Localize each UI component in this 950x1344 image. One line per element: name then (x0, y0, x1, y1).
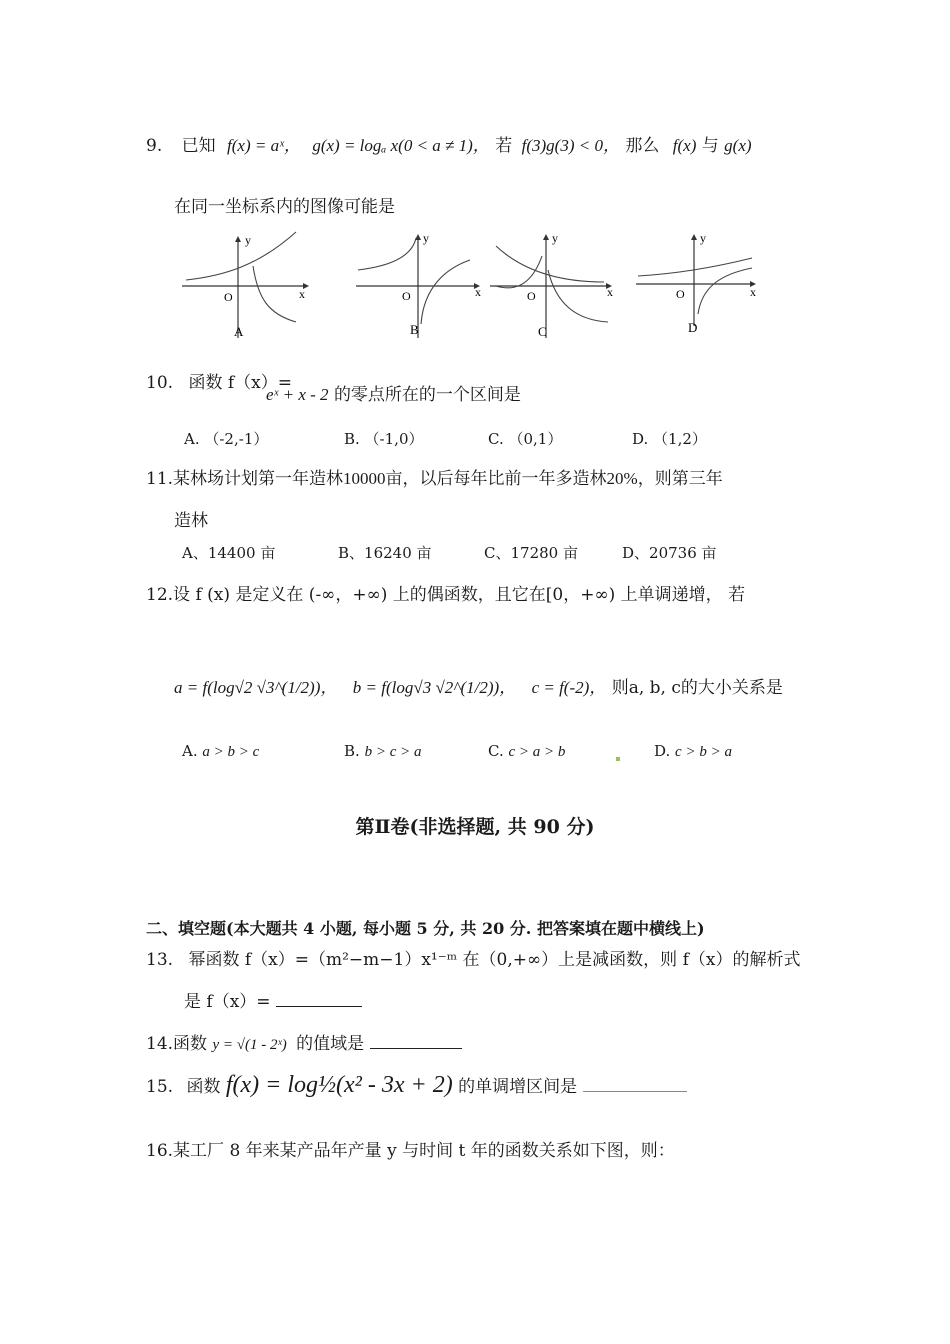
q12-option-c (488, 742, 565, 761)
q13-line1 (146, 945, 800, 970)
graph-b (352, 226, 502, 341)
q12-option-b-letter: B. (344, 742, 360, 760)
q10-option-d: D. （1,2） (632, 430, 707, 448)
q9-number: 9. (146, 136, 163, 156)
q13-number: 13. (146, 950, 174, 970)
q9-f-def: f(x) = aˣ， (227, 136, 301, 155)
q13-text2: 是 f（x）= (184, 992, 271, 1012)
q15-lead: 函数 (186, 1077, 221, 1097)
graph-c-x-label: x (607, 285, 613, 299)
q11-line1 (146, 464, 723, 489)
q9-lead: 已知 (181, 136, 216, 156)
graph-b-origin: O (402, 289, 411, 303)
graph-c (486, 226, 636, 341)
q11-number: 11. (146, 469, 174, 489)
q9-g-def: g(x) = logₐ x(0 < a ≠ 1)， (312, 136, 490, 155)
q10-expr-line (266, 380, 521, 405)
q15-expr: f(x) = log½(x² - 3x + 2) (225, 1072, 453, 1098)
q12-option-b-expr: b > c > a (364, 744, 422, 760)
q11-option-c: C、17280 亩 (484, 544, 578, 562)
q13-line2 (184, 987, 362, 1012)
q10-tail: 的零点所在的一个区间是 (333, 385, 521, 405)
graph-a-origin: O (224, 290, 233, 304)
q10-number: 10. (146, 373, 174, 393)
q12-c-expr: c = f(-2)， (531, 678, 607, 697)
section2-heading: 二、填空题(本大题共 4 小题, 每小题 5 分, 共 20 分. 把答案填在题中横线上) (146, 919, 705, 938)
q16-line (146, 1136, 675, 1161)
q10-lead: 函数 f（x）= (188, 373, 292, 393)
q14-number: 14. (146, 1034, 174, 1054)
q9-and: 与 (701, 136, 719, 156)
q11-text-c: ，则第三年 (637, 469, 723, 489)
q15-number: 15. (146, 1077, 174, 1097)
q12-option-d (654, 742, 732, 761)
q13-answer-blank[interactable] (276, 991, 362, 1007)
graph-c-y-label: y (552, 231, 558, 245)
q12-option-a-expr: a > b > c (202, 744, 260, 760)
q12-abc-line (174, 673, 783, 698)
q9-condition: f(3)g(3) < 0， (521, 136, 620, 155)
q9-gx: g(x) (724, 136, 752, 155)
graph-d-origin: O (676, 287, 685, 301)
q9-if: 若 (495, 136, 513, 156)
q13-text: 幂函数 f（x）=（m²−m−1）x¹⁻ᵐ 在（0,+∞）上是减函数，则 f（x）的解析式 (188, 950, 801, 970)
q12-option-d-letter: D. (654, 742, 671, 760)
q12-b-expr: b = f(log√3 √2^(1/2))， (352, 678, 517, 697)
q15-answer-blank[interactable] (583, 1076, 687, 1092)
q11-n1: 10000 (343, 469, 386, 488)
graph-b-y-label: y (423, 231, 429, 245)
q12-option-a-letter: A. (182, 742, 198, 760)
q14-expr: y = √(1 - 2ˣ) (212, 1037, 287, 1053)
q10-option-b: B. （-1,0） (344, 430, 424, 448)
q9-line2: 在同一坐标系内的图像可能是 (174, 197, 395, 217)
graph-c-label: C (538, 324, 547, 339)
q11-text-b: 亩，以后每年比前一年多造林 (385, 469, 607, 489)
part2-title: 第Ⅱ卷(非选择题, 共 90 分) (355, 816, 595, 838)
graph-c-origin: O (527, 289, 536, 303)
q10-option-a: A. （-2,-1） (184, 430, 269, 448)
q14-lead: 函数 (173, 1034, 208, 1054)
graph-a-x-label: x (299, 287, 305, 301)
q15-line (146, 1072, 687, 1099)
q16-text: 某工厂 8 年来某产品年产量 y 与时间 t 年的函数关系如下图，则： (173, 1141, 675, 1161)
graph-b-label: B (410, 322, 419, 337)
q11-text-a: 某林场计划第一年造林 (173, 469, 344, 489)
graph-a-y-label: y (245, 233, 251, 247)
q11-option-b: B、16240 亩 (338, 544, 432, 562)
q14-tail: 的值域是 (296, 1034, 365, 1054)
q12-tail: 则a, b, c的大小关系是 (611, 678, 783, 698)
q12-text: 设 f (x) 是定义在 (-∞，+∞) 上的偶函数，且它在[0，+∞) 上单调递增， 若 (173, 585, 746, 605)
q12-option-c-expr: c > a > b (508, 744, 566, 760)
q12-line1 (146, 580, 745, 605)
graph-a-label: A (234, 324, 244, 339)
q12-number: 12. (146, 585, 174, 605)
q12-a-expr: a = f(log√2 √3^(1/2))， (174, 678, 338, 697)
stray-dot (616, 757, 620, 761)
q12-option-a (182, 742, 259, 761)
q12-option-c-letter: C. (488, 742, 504, 760)
graph-d (632, 226, 782, 341)
q9-then: 那么 (625, 136, 660, 156)
q11-option-a: A、14400 亩 (182, 544, 276, 562)
graph-d-y-label: y (700, 231, 706, 245)
q10-option-c: C. （0,1） (488, 430, 563, 448)
graph-a (178, 226, 328, 341)
q12-option-d-expr: c > b > a (675, 744, 732, 760)
q12-option-b (344, 742, 421, 761)
q11-option-d: D、20736 亩 (622, 544, 717, 562)
q14-line (146, 1029, 462, 1054)
graph-d-x-label: x (750, 285, 756, 299)
q14-answer-blank[interactable] (370, 1033, 462, 1049)
graph-d-label: D (688, 320, 698, 335)
graph-b-x-label: x (475, 285, 481, 299)
q15-tail: 的单调增区间是 (458, 1077, 578, 1097)
q11-line2: 造林 (174, 511, 208, 531)
q11-pct: 20% (606, 469, 638, 488)
q9-fx: f(x) (672, 136, 697, 155)
q9-line1 (146, 131, 752, 156)
q10-expr: eˣ + x - 2 (266, 385, 329, 404)
q16-number: 16. (146, 1141, 174, 1161)
